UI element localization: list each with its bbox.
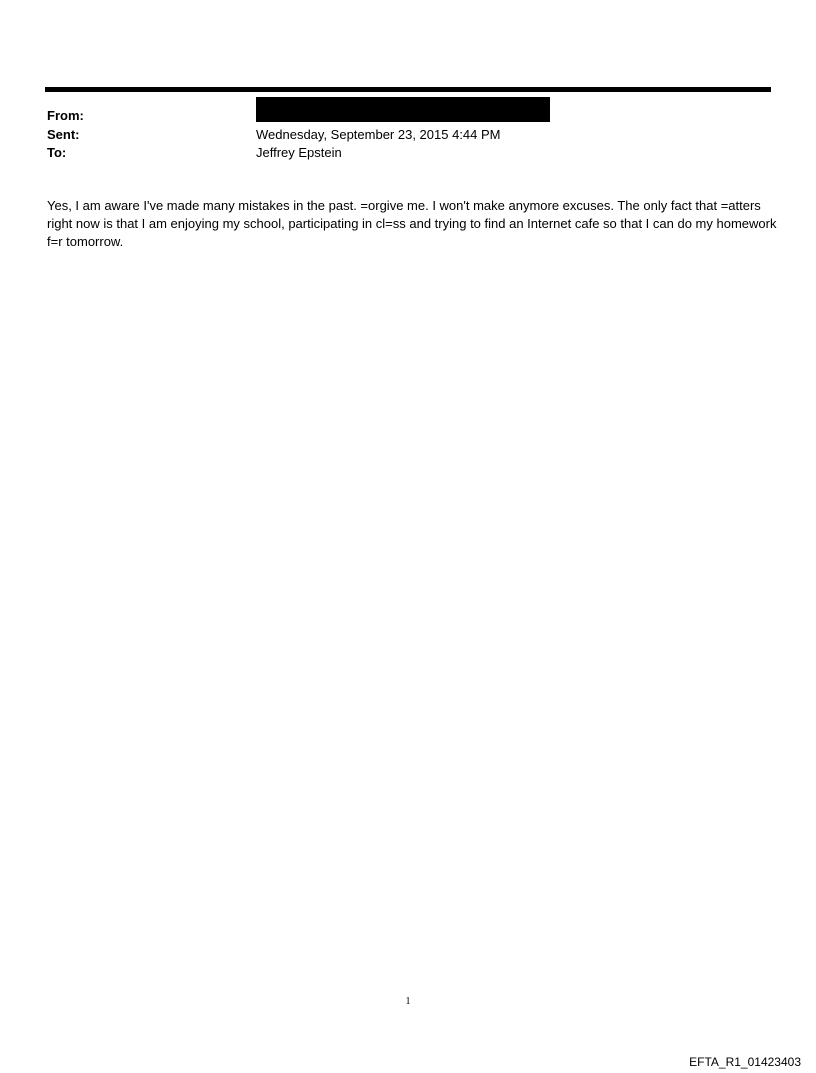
bates-number: EFTA_R1_01423403: [689, 1055, 801, 1069]
sent-value: Wednesday, September 23, 2015 4:44 PM: [256, 127, 501, 142]
sent-row: [47, 126, 747, 144]
to-label: To:: [47, 145, 67, 160]
to-value: Jeffrey Epstein: [256, 145, 342, 160]
to-row: [47, 144, 747, 162]
from-label: From:: [47, 108, 84, 123]
header-divider: [45, 87, 771, 92]
sent-label: Sent:: [47, 127, 80, 142]
page-number: 1: [405, 996, 411, 1007]
redaction-block: [256, 97, 550, 122]
email-body: Yes, I am aware I've made many mistakes in the past. =orgive me. I won't make anymore excuses. The only fact that =atters right now is that I am enjoying my school, participating in cl=ss and trying to find an Internet cafe so that I can do my homework f=r tomorrow.: [47, 198, 777, 249]
